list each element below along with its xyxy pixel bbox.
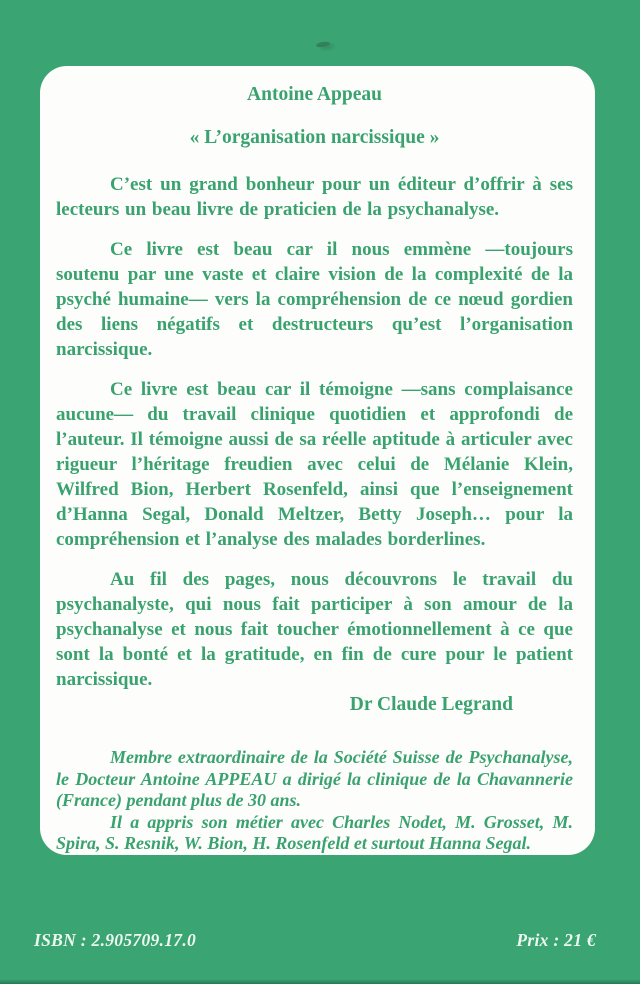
back-cover-panel	[40, 66, 595, 855]
author-name: Antoine Appeau	[247, 84, 382, 105]
book-title: « L’organisation narcissique »	[189, 127, 440, 148]
bottom-edge-shadow	[0, 979, 640, 984]
bio-paragraph: Il a appris son métier avec Charles Nodet, M. Grosset, M. Spira, S. Resnik, W. Bion, H. Rosenfeld et surtout Hanna Segal.	[56, 811, 573, 853]
scan-speck	[316, 41, 331, 48]
bio-paragraph: Membre extraordinaire de la Société Suisse de Psychanalyse, le Docteur Antoine APPEAU a dirigé la clinique de la Chavannerie (France) pendant plus de 30 ans.	[56, 747, 573, 810]
price-label: Prix : 21 €	[516, 930, 596, 950]
blurb-paragraph: Ce livre est beau car il témoigne —sans complaisance aucune— du travail clinique quotidien et approfondi de l’auteur. Il témoigne aussi de sa réelle aptitude à articuler avec rigueur l’héritage freudien avec celui de Mélanie Klein, Wilfred Bion, Herbert Rosenfeld, ainsi que l’enseignement d’Hanna Segal, Donald Meltzer, Betty Joseph… pour la compréhension et l’analyse des malades borderlines.	[56, 379, 573, 550]
blurb-paragraph: C’est un grand bonheur pour un éditeur d’offrir à ses lecteurs un beau livre de praticien de la psychanalyse.	[56, 174, 573, 220]
blurb-paragraph: Au fil des pages, nous découvrons le travail du psychanalyste, qui nous fait participer à son amour de la psychanalyse et nous fait toucher émotionnellement à ce que sont la bonté et la gratitude, en fin de cure pour le patient narcissique.	[56, 569, 573, 690]
signature: Dr Claude Legrand	[349, 694, 513, 715]
cover-footer	[34, 930, 596, 951]
blurb-paragraph: Ce livre est beau car il nous emmène —toujours soutenu par une vaste et claire vision de la complexité de la psyché humaine— vers la compréhension de ce nœud gordien des liens négatifs et destructeurs qu’est l’organisation narcissique.	[56, 239, 573, 360]
isbn-label: ISBN : 2.905709.17.0	[34, 930, 197, 950]
author-bio	[56, 747, 573, 855]
